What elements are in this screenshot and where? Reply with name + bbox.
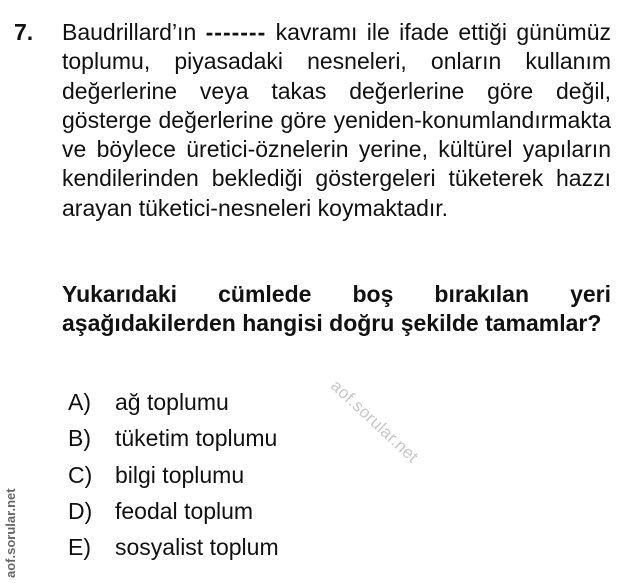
option-c-text: bilgi toplumu	[115, 461, 245, 488]
question-prompt: Yukarıdaki cümlede boş bırakılan yeri aşağıdakilerden hangisi doğru şekilde tamamlar?	[62, 281, 611, 337]
option-d-letter: D)	[68, 497, 93, 524]
option-b[interactable]	[68, 423, 279, 459]
stem-text-after-blank: kavramı ile ifade ettiği günümüz toplumu, piyasadaki nesneleri, onların kullanım değerlerine veya takas değerlerine göre değil, gösterge değerlerine göre yeniden-konumlandırmakta ve böylece üretici-öznelerin yerine, kültürel yapıların kendilerinden beklediği göstergeleri tüketerek hazzı arayan tüketici-nesneleri koymaktadır.	[62, 19, 611, 221]
stem-text-before-blank: Baudrillard’ın	[62, 19, 206, 45]
option-a[interactable]	[68, 387, 279, 423]
blank-placeholder: -------	[205, 19, 267, 45]
option-a-letter: A)	[68, 389, 91, 415]
option-d-text: feodal toplum	[115, 497, 254, 524]
option-c-letter: C)	[68, 461, 93, 488]
question-number: 7.	[14, 19, 34, 45]
question-stem	[62, 18, 611, 223]
option-e-letter: E)	[68, 534, 91, 561]
option-e-text: sosyalist toplum	[115, 534, 279, 561]
option-a-text: ağ toplumu	[115, 389, 229, 415]
option-e[interactable]	[68, 532, 279, 568]
option-b-text: tüketim toplumu	[115, 425, 278, 452]
option-d[interactable]	[68, 496, 279, 532]
side-watermark: aof.sorular.net	[3, 488, 18, 578]
option-c[interactable]	[68, 460, 279, 496]
answer-options	[68, 387, 279, 568]
diagonal-watermark: aof.sorular.net	[327, 376, 423, 467]
option-b-letter: B)	[68, 425, 91, 452]
